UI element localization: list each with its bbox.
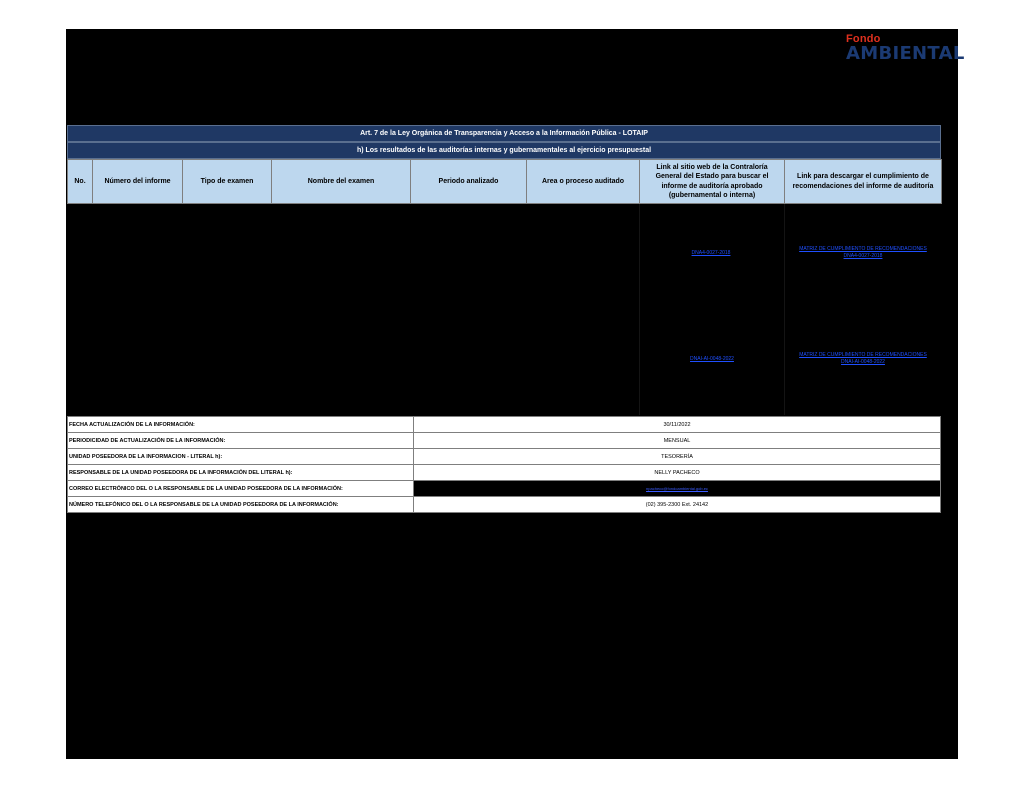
section-subtitle: h) Los resultados de las auditorías internas y gubernamentales al ejercicio presupuestal — [67, 142, 941, 159]
email-link[interactable]: npacheco@fondoambiental.gob.ec — [646, 485, 708, 491]
info-table — [67, 416, 941, 513]
logo-line-2: AMBIENTAL — [846, 43, 965, 64]
update-frequency-value: MENSUAL — [414, 433, 941, 449]
owning-unit-value: TESORERÍA — [414, 449, 941, 465]
report-link-row-2[interactable]: DNAI-AI-0048-2022 — [690, 356, 734, 362]
column-divider — [784, 204, 785, 415]
info-row — [68, 465, 941, 481]
info-row — [68, 417, 941, 433]
info-row — [68, 449, 941, 465]
column-header-exam-type: Tipo de examen — [183, 160, 272, 204]
update-date-value: 30/11/2022 — [414, 417, 941, 433]
column-header-number: No. — [68, 160, 93, 204]
info-row — [68, 481, 941, 497]
column-header-contraloria-link: Link al sitio web de la Contraloría General del Estado para buscar el informe de auditoría aprobado (gubernamental o interna) — [640, 160, 785, 204]
fondo-ambiental-logo — [846, 33, 965, 67]
main-title: Art. 7 de la Ley Orgánica de Transparencia y Acceso a la Información Pública - LOTAIP — [67, 125, 941, 142]
info-row — [68, 497, 941, 513]
phone-label: NÚMERO TELEFÓNICO DEL O LA RESPONSABLE DE LA UNIDAD POSEEDORA DE LA INFORMACIÓN: — [68, 497, 414, 513]
responsible-label: RESPONSABLE DE LA UNIDAD POSEEDORA DE LA INFORMACIÓN DEL LITERAL h): — [68, 465, 414, 481]
column-header-compliance-link: Link para descargar el cumplimiento de recomendaciones del informe de auditoría — [785, 160, 942, 204]
column-header-exam-name: Nombre del examen — [272, 160, 411, 204]
column-divider — [639, 204, 640, 415]
info-row — [68, 433, 941, 449]
audit-table-header — [67, 159, 942, 204]
compliance-matrix-link-row-2[interactable]: MATRIZ DE CUMPLIMIENTO DE RECOMENDACIONES DNAI-AI-0048-2022 — [799, 352, 927, 365]
owning-unit-label: UNIDAD POSEEDORA DE LA INFORMACION - LITERAL h): — [68, 449, 414, 465]
responsible-value: NELLY PACHECO — [414, 465, 941, 481]
report-link-row-1[interactable]: DNA4-0027-2018 — [691, 250, 731, 256]
email-label: CORREO ELECTRÓNICO DEL O LA RESPONSABLE DE LA UNIDAD POSEEDORA DE LA INFORMACIÓN: — [68, 481, 414, 497]
email-cell — [414, 481, 941, 497]
column-header-period: Periodo analizado — [411, 160, 527, 204]
column-header-report-number: Número del informe — [93, 160, 183, 204]
compliance-matrix-link-row-1[interactable]: MATRIZ DE CUMPLIMIENTO DE RECOMENDACIONES DNA4-0027-2018 — [799, 246, 927, 259]
update-frequency-label: PERIODICIDAD DE ACTUALIZACIÓN DE LA INFORMACIÓN: — [68, 433, 414, 449]
column-header-audited-area: Area o proceso auditado — [527, 160, 640, 204]
update-date-label: FECHA ACTUALIZACIÓN DE LA INFORMACIÓN: — [68, 417, 414, 433]
logo-line-1: Fondo — [846, 33, 881, 45]
phone-value: (02) 395-2300 Ext. 24142 — [414, 497, 941, 513]
